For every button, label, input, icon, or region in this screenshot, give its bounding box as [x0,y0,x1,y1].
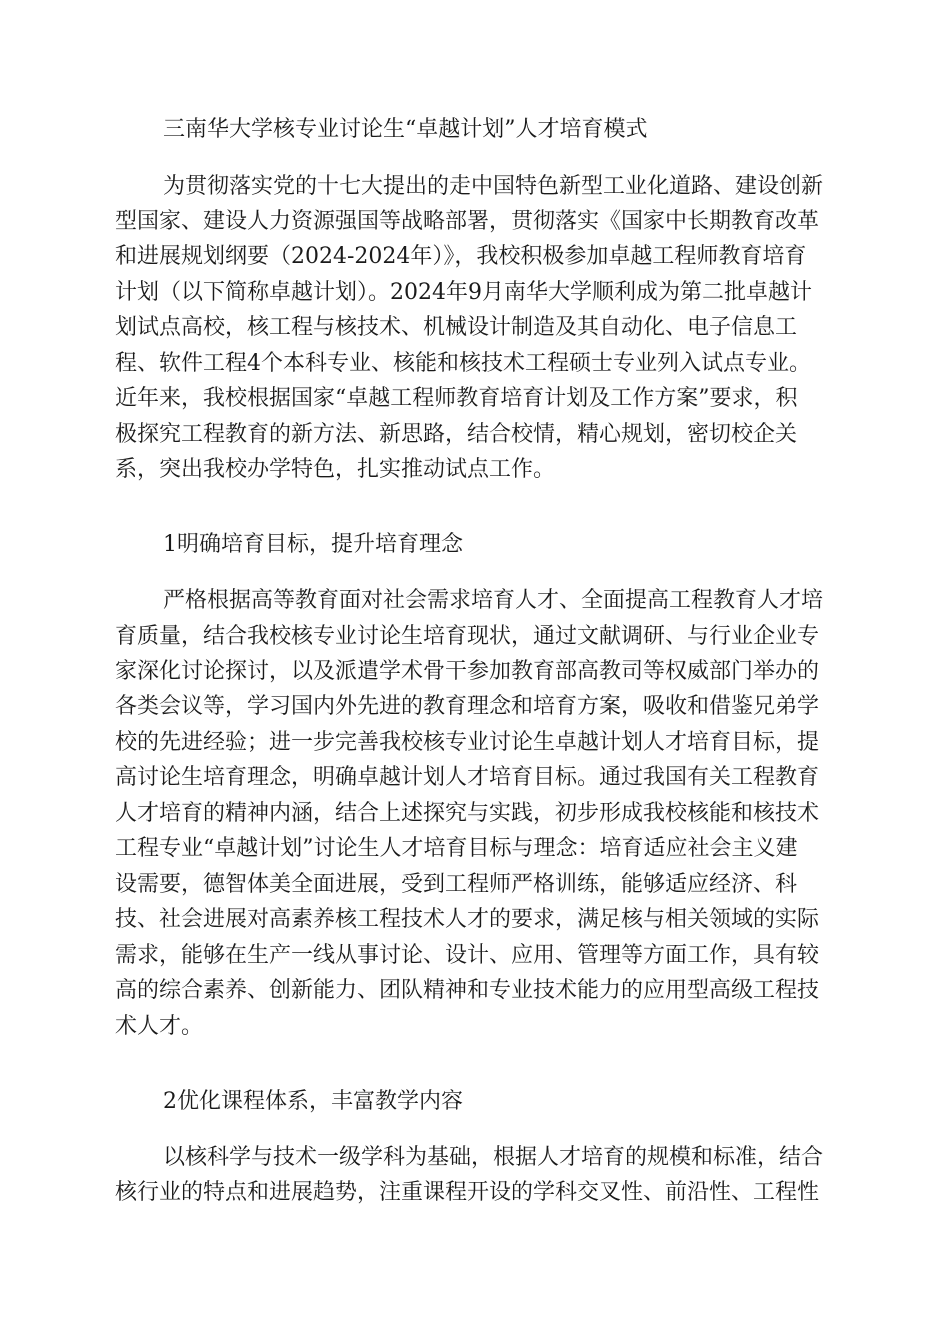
paragraph-line: 型国家、建设人力资源强国等战略部署，贯彻落实《国家中长期教育改革 [115,209,820,234]
paragraph-line: 近年来，我校根据国家“卓越工程师教育培育计划及工作方案”要求，积 [115,386,798,411]
section-heading-2: 2优化课程体系，丰富教学内容 [163,1089,463,1114]
section-title: 三南华大学核专业讨论生“卓越计划”人才培育模式 [163,117,648,142]
paragraph-line: 系，突出我校办学特色，扎实推动试点工作。 [115,457,556,482]
paragraph-line: 工程专业“卓越计划”讨论生人才培育目标与理念：培育适应社会主义建 [115,836,798,861]
paragraph-line: 技、社会进展对高素养核工程技术人才的要求，满足核与相关领域的实际 [115,907,820,932]
paragraph-line: 严格根据高等教育面对社会需求培育人才、全面提高工程教育人才培 [163,588,824,613]
paragraph-line: 计划（以下简称卓越计划）。2024年9月南华大学顺利成为第二批卓越计 [115,280,812,305]
paragraph-line: 程、软件工程4个本科专业、核能和核技术工程硕士专业列入试点专业。 [115,351,811,376]
paragraph-line: 需求，能够在生产一线从事讨论、设计、应用、管理等方面工作，具有较 [115,943,820,968]
paragraph-line: 划试点高校，核工程与核技术、机械设计制造及其自动化、电子信息工 [115,315,798,340]
paragraph-line: 各类会议等，学习国内外先进的教育理念和培育方案，吸收和借鉴兄弟学 [115,694,820,719]
paragraph-line: 设需要，德智体美全面进展，受到工程师严格训练，能够适应经济、科 [115,872,798,897]
paragraph-line: 和进展规划纲要（2024-2024年）》，我校积极参加卓越工程师教育培育 [115,244,807,269]
paragraph-line: 育质量，结合我校核专业讨论生培育现状，通过文献调研、与行业企业专 [115,624,820,649]
section-heading-1: 1明确培育目标，提升培育理念 [163,532,463,557]
paragraph-line: 校的先进经验；进一步完善我校核专业讨论生卓越计划人才培育目标，提 [115,730,820,755]
paragraph-line: 高讨论生培育理念，明确卓越计划人才培育目标。通过我国有关工程教育 [115,765,820,790]
paragraph-line: 核行业的特点和进展趋势，注重课程开设的学科交叉性、前沿性、工程性 [115,1180,820,1205]
paragraph-line: 以核科学与技术一级学科为基础，根据人才培育的规模和标准，结合 [163,1145,824,1170]
paragraph-line: 极探究工程教育的新方法、新思路，结合校情，精心规划，密切校企关 [115,422,798,447]
paragraph-line: 为贯彻落实党的十七大提出的走中国特色新型工业化道路、建设创新 [163,174,824,199]
paragraph-line: 人才培育的精神内涵，结合上述探究与实践，初步形成我校核能和核技术 [115,801,820,826]
paragraph-line: 家深化讨论探讨，以及派遣学术骨干参加教育部高教司等权威部门举办的 [115,659,820,684]
paragraph-line: 高的综合素养、创新能力、团队精神和专业技术能力的应用型高级工程技 [115,978,820,1003]
paragraph-line: 术人才。 [115,1014,204,1039]
